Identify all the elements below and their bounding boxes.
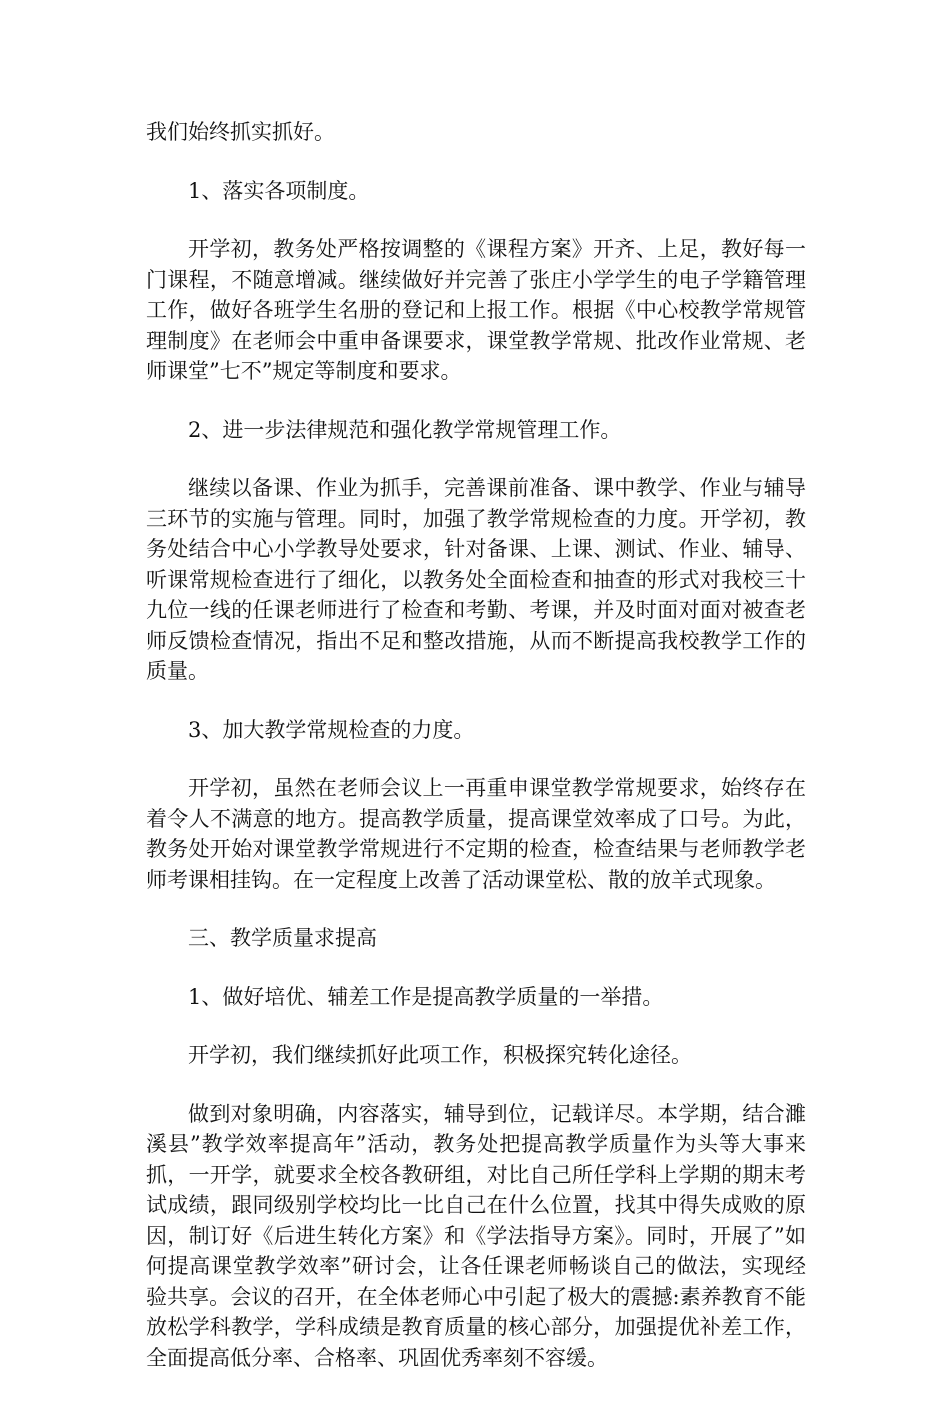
section-heading-teaching-quality: 三、教学质量求提高 [188,926,377,950]
paragraph-course-plan: 开学初，教务处严格按调整的《课程方案》开齐、上足，教好每一门课程，不随意增减。继续做好并完善了张庄小学学生的电子学籍管理工作，做好各班学生名册的登记和上报工作。根据《中心校教学常规管理制度》在老师会中重申备课要求，课堂教学常规、批改作业常规、老师课堂”七不”规定等制度和要求。 [146,237,806,383]
document-body [146,117,806,1401]
subheading-tutoring-work: 1、做好培优、辅差工作是提高教学质量的一举措。 [188,984,664,1009]
paragraph-quality-improvement: 做到对象明确，内容落实，辅导到位，记载详尽。本学期，结合濉溪县”教学效率提高年”活动，教务处把提高教学质量作为头等大事来抓，一开学，就要求全校各教研组，对比自己所任学科上学期的期末考试成绩，跟同级别学校均比一比自己在什么位置，找其中得失成败的原因，制订好《后进生转化方案》和《学法指导方案》。同时，开展了”如何提高课堂教学效率”研讨会，让各任课老师畅谈自己的做法，实现经验共享。会议的召开，在全体老师心中引起了极大的震撼:素养教育不能放松学科教学，学科成绩是教育质量的核心部分，加强提优补差工作，全面提高低分率、合格率、巩固优秀率刻不容缓。 [146,1101,806,1370]
paragraph-transformation-approach: 开学初，我们继续抓好此项工作，积极探究转化途径。 [188,1043,692,1067]
paragraph-routine-management: 继续以备课、作业为抓手，完善课前准备、课中教学、作业与辅导三环节的实施与管理。同时，加强了教学常规检查的力度。开学初，教务处结合中心小学教导处要求，针对备课、上课、测试、作业、辅导、听课常规检查进行了细化，以教务处全面检查和抽查的形式对我校三十九位一线的任课老师进行了检查和考勤、考课，并及时面对面对被查老师反馈检查情况，指出不足和整改措施，从而不断提高我校教学工作的质量。 [146,476,806,683]
paragraph-continuation: 我们始终抓实抓好。 [146,120,335,144]
section-heading-standardize-management: 2、进一步法律规范和强化教学常规管理工作。 [188,417,622,442]
paragraph-classroom-inspection: 开学初，虽然在老师会议上一再重申课堂教学常规要求，始终存在着令人不满意的地方。提高教学质量，提高课堂效率成了口号。为此，教务处开始对课堂教学常规进行不定期的检查，检查结果与老师教学老师考课相挂钩。在一定程度上改善了活动课堂松、散的放羊式现象。 [146,776,806,892]
section-heading-implement-systems: 1、落实各项制度。 [188,178,370,203]
section-heading-routine-inspection: 3、加大教学常规检查的力度。 [188,717,475,742]
